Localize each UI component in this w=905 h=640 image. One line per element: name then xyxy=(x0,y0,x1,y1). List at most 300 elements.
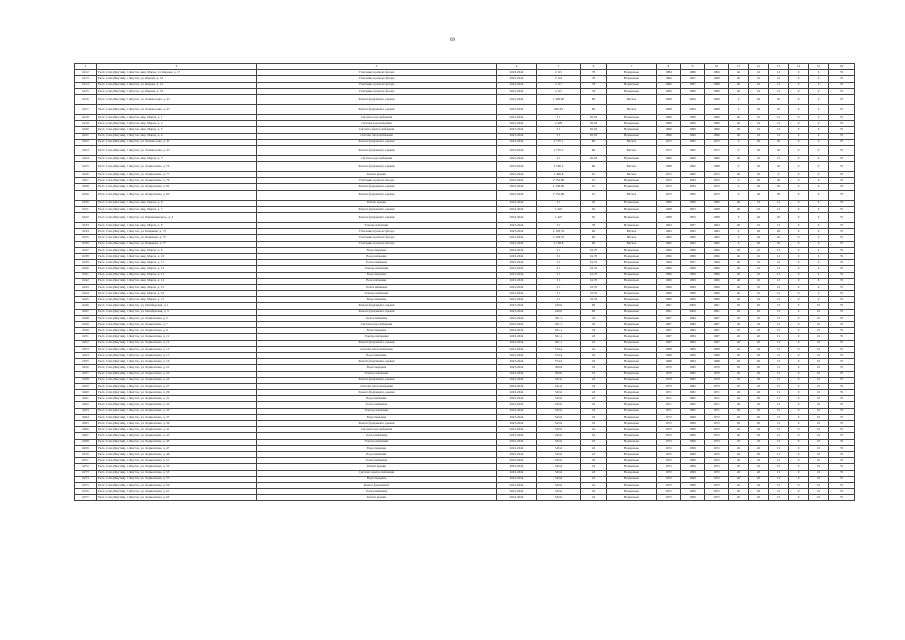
cell-u1: 60 xyxy=(581,241,607,247)
cell-y3: 1970 xyxy=(705,383,729,389)
cell-a: 20 xyxy=(729,427,749,433)
column-number-cell: 2 xyxy=(97,64,257,70)
cell-work: Утепление и ремонт фасада xyxy=(257,241,497,247)
cell-c: 15 xyxy=(769,439,789,445)
cell-n: 6233 xyxy=(75,223,97,229)
table-row xyxy=(75,145,855,155)
cell-c: 20 xyxy=(769,94,789,104)
cell-y2: 1999 xyxy=(681,470,705,476)
cell-addr: Респ. Саха (Якутия), г. Якутск, ул. Лермонтова, д. 19 xyxy=(97,359,257,365)
cell-y3: 1971 xyxy=(705,390,729,396)
cell-f: 70 xyxy=(829,247,855,253)
cell-f: 70 xyxy=(829,322,855,328)
cell-y3: 1996 xyxy=(705,127,729,133)
cell-work: Ремонт фундамента, крыши xyxy=(257,94,497,104)
cell-addr: Респ. Саха (Якутия), г. Якутск, мкр. Марха, д. 15 xyxy=(97,284,257,290)
cell-area: 3 1 xyxy=(537,253,581,259)
cell-area: 3 1 xyxy=(537,155,581,161)
cell-e: 10 xyxy=(809,464,829,470)
cell-e: 10 xyxy=(809,365,829,371)
cell-e: 10 xyxy=(809,414,829,420)
cell-y1: 1996 xyxy=(657,121,681,127)
cell-y1: 1991 xyxy=(657,309,681,315)
cell-work: Ремонт фундамента, крыши xyxy=(257,421,497,427)
cell-c: 15 xyxy=(769,352,789,358)
cell-n: 6246 xyxy=(75,303,97,309)
cell-u1: 16,70 xyxy=(581,260,607,266)
cell-n: 6235 xyxy=(75,235,97,241)
cell-c: 12 xyxy=(769,155,789,161)
cell-b: 20 xyxy=(749,451,769,457)
cell-y2: 1999 xyxy=(681,133,705,139)
cell-a: 20 xyxy=(729,383,749,389)
cell-a: 0 xyxy=(729,139,749,145)
cell-work: Ремонт крыши xyxy=(257,172,497,178)
cell-y3: 1996 xyxy=(705,291,729,297)
cell-n: 6259 xyxy=(75,383,97,389)
cell-a: 40 xyxy=(729,260,749,266)
cell-u1: 65,03 xyxy=(581,114,607,120)
cell-addr: Респ. Саха (Якутия), г. Якутск, ул. Лермонтова, д. 57 xyxy=(97,476,257,482)
cell-a: 0 xyxy=(729,190,749,200)
cell-c: 15 xyxy=(769,458,789,464)
cell-b: 40 xyxy=(749,213,769,223)
cell-period: 2023-2024 xyxy=(497,284,537,290)
cell-f: 70 xyxy=(829,346,855,352)
cell-a: 20 xyxy=(729,445,749,451)
cell-u1: 43 xyxy=(581,377,607,383)
cell-period: 2023-2024 xyxy=(497,346,537,352)
cell-y1: 1968 xyxy=(657,359,681,365)
cell-addr: Респ. Саха (Якутия), г. Якутск, ул. Лермонтова, д. 9 xyxy=(97,328,257,334)
cell-area: 506,8 xyxy=(537,371,581,377)
cell-area: 3 1 xyxy=(537,272,581,278)
cell-area: 545,6 xyxy=(537,396,581,402)
cell-y2: 1999 xyxy=(681,464,705,470)
cell-n: 6220 xyxy=(75,127,97,133)
cell-e: 6 xyxy=(809,155,829,161)
cell-a: 0 xyxy=(729,104,749,114)
cell-e: 10 xyxy=(809,433,829,439)
cell-n: 6225 xyxy=(75,162,97,172)
cell-period: 2023-2024 xyxy=(497,247,537,253)
cell-y3: 1996 xyxy=(705,278,729,284)
cell-y1: 1962 xyxy=(657,229,681,235)
cell-y2: 1984 xyxy=(681,352,705,358)
cell-a: 40 xyxy=(729,114,749,120)
cell-y3: 1967 xyxy=(705,315,729,321)
cell-f: 70 xyxy=(829,272,855,278)
cell-d: 0 xyxy=(789,451,809,457)
cell-y1: 1996 xyxy=(657,82,681,88)
cell-f: 70 xyxy=(829,315,855,321)
cell-c: 15 xyxy=(769,340,789,346)
cell-y1: 1996 xyxy=(657,278,681,284)
cell-b: 20 xyxy=(749,414,769,420)
cell-addr: Респ. Саха (Якутия), г. Якутск, ул. Лермонтова, д. 37 xyxy=(97,414,257,420)
column-number-cell: 16 xyxy=(829,64,855,70)
cell-area: 2 180,5 xyxy=(537,162,581,172)
cell-c: 12 xyxy=(769,121,789,127)
cell-c: 20 xyxy=(769,229,789,235)
cell-u1: 61 xyxy=(581,184,607,190)
cell-a: 40 xyxy=(729,284,749,290)
cell-a: 20 xyxy=(729,495,749,501)
cell-d: 0 xyxy=(789,82,809,88)
cell-d: 0 xyxy=(789,427,809,433)
cell-period: 2023-2024 xyxy=(497,162,537,172)
cell-b: 40 xyxy=(749,178,769,184)
cell-y2: 1982 xyxy=(681,396,705,402)
cell-a: 20 xyxy=(729,476,749,482)
cell-n: 6271 xyxy=(75,458,97,464)
cell-cond: Нормально xyxy=(607,495,657,501)
cell-addr: Респ. Саха (Якутия), г. Якутск, ул. Лермонтова, д. 39 xyxy=(97,421,257,427)
cell-y1: 1996 xyxy=(657,266,681,272)
cell-period: 2023-2024 xyxy=(497,445,537,451)
cell-c: 20 xyxy=(769,145,789,155)
cell-y3: 1967 xyxy=(705,328,729,334)
cell-b: 20 xyxy=(749,421,769,427)
cell-u1: 43 xyxy=(581,445,607,451)
cell-f: 70 xyxy=(829,371,855,377)
cell-f: 70 xyxy=(829,414,855,420)
cell-a: 0 xyxy=(729,229,749,235)
cell-cond: Нормально xyxy=(607,359,657,365)
cell-u1: 43 xyxy=(581,421,607,427)
cell-n: 6274 xyxy=(75,476,97,482)
cell-area: 545,6 xyxy=(537,470,581,476)
cell-cond: Нормально xyxy=(607,213,657,223)
cell-f: 70 xyxy=(829,303,855,309)
cell-e: 10 xyxy=(809,371,829,377)
cell-area: 574,4 xyxy=(537,359,581,365)
cell-n: 6262 xyxy=(75,402,97,408)
cell-c: 12 xyxy=(769,70,789,76)
cell-f: 70 xyxy=(829,451,855,457)
cell-a: 20 xyxy=(729,352,749,358)
cell-f: 70 xyxy=(829,266,855,272)
cell-y2: 1999 xyxy=(681,278,705,284)
cell-c: 20 xyxy=(769,235,789,241)
cell-y2: 1999 xyxy=(681,489,705,495)
cell-b: 16 xyxy=(749,284,769,290)
cell-addr: Респ. Саха (Якутия), г. Якутск, мкр. Марха, д. 10 xyxy=(97,253,257,259)
cell-b: 16 xyxy=(749,278,769,284)
cell-f: 70 xyxy=(829,241,855,247)
column-number-cell: 7 xyxy=(607,64,657,70)
cell-d: 0 xyxy=(789,445,809,451)
cell-u1: 43 xyxy=(581,495,607,501)
cell-period: 2023-2024 xyxy=(497,439,537,445)
cell-y3: 1967 xyxy=(705,322,729,328)
cell-cond: Нормально xyxy=(607,223,657,229)
cell-c: 15 xyxy=(769,489,789,495)
cell-b: 16 xyxy=(749,127,769,133)
cell-period: 2023-2024 xyxy=(497,94,537,104)
cell-cond: Нормально xyxy=(607,458,657,464)
cell-a: 0 xyxy=(729,145,749,155)
cell-cond: Нормально xyxy=(607,433,657,439)
cell-d: 0 xyxy=(789,139,809,145)
cell-e: 6 xyxy=(809,297,829,303)
cell-y3: 1972 xyxy=(705,433,729,439)
cell-d: 0 xyxy=(789,433,809,439)
cell-period: 2023-2024 xyxy=(497,155,537,161)
cell-addr: Респ. Саха (Якутия), г. Якутск, ул. Лермонтова, д. 29 xyxy=(97,390,257,396)
cell-a: 20 xyxy=(729,458,749,464)
cell-y3: 1962 xyxy=(705,229,729,235)
cell-f: 70 xyxy=(829,121,855,127)
cell-period: 2023-2024 xyxy=(497,206,537,212)
cell-area: 545,6 xyxy=(537,458,581,464)
cell-cond: Нормально xyxy=(607,247,657,253)
cell-b: 16 xyxy=(749,76,769,82)
cell-b: 20 xyxy=(749,445,769,451)
cell-y1: 1972 xyxy=(657,458,681,464)
cell-cond: Нормально xyxy=(607,346,657,352)
cell-cond: Нормально xyxy=(607,127,657,133)
cell-b: 16 xyxy=(749,88,769,94)
cell-c: 12 xyxy=(769,206,789,212)
cell-y1: 1972 xyxy=(657,172,681,178)
cell-cond: Нормально xyxy=(607,70,657,76)
column-number-cell: 9 xyxy=(681,64,705,70)
cell-cond: Нормально xyxy=(607,88,657,94)
cell-e: 6 xyxy=(809,213,829,223)
cell-work: Утепление и ремонт фасада xyxy=(257,229,497,235)
cell-d: 0 xyxy=(789,223,809,229)
cell-addr: Респ. Саха (Якутия), г. Якутск, ул. Кирова, д. 21 xyxy=(97,82,257,88)
cell-c: 20 xyxy=(769,162,789,172)
cell-e: 10 xyxy=(809,352,829,358)
cell-c: 0 xyxy=(769,172,789,178)
cell-y1: 1996 xyxy=(657,297,681,303)
cell-d: 0 xyxy=(789,284,809,290)
cell-y2: 1992 xyxy=(681,162,705,172)
cell-a: 20 xyxy=(729,482,749,488)
cell-n: 6260 xyxy=(75,390,97,396)
cell-addr: Респ. Саха (Якутия), г. Якутск, ул. Лермонтова, д. 21 xyxy=(97,365,257,371)
cell-c: 12 xyxy=(769,278,789,284)
cell-n: 6276 xyxy=(75,489,97,495)
cell-y2: 1984 xyxy=(681,322,705,328)
cell-d: 0 xyxy=(789,70,809,76)
cell-y3: 1967 xyxy=(705,340,729,346)
cell-c: 15 xyxy=(769,377,789,383)
cell-period: 2023-2024 xyxy=(497,253,537,259)
cell-work: Водоотведение xyxy=(257,414,497,420)
cell-addr: Респ. Саха (Якутия), г. Якутск, ул. Лермонтова, д. 77 xyxy=(97,172,257,178)
cell-c: 15 xyxy=(769,390,789,396)
cell-period: 2023-2024 xyxy=(497,421,537,427)
cell-d: 0 xyxy=(789,241,809,247)
cell-area: 3 1 xyxy=(537,223,581,229)
cell-period: 2023-2024 xyxy=(497,82,537,88)
cell-d: 0 xyxy=(789,272,809,278)
cell-d: 0 xyxy=(789,190,809,200)
cell-y3: 1972 xyxy=(705,178,729,184)
cell-cond: Нормально xyxy=(607,284,657,290)
cell-period: 2023-2024 xyxy=(497,328,537,334)
cell-addr: Респ. Саха (Якутия), г. Якутск, мкр. Марха, ул. Кирова, д. 17 xyxy=(97,70,257,76)
cell-c: 20 xyxy=(769,139,789,145)
cell-b: 16 xyxy=(749,70,769,76)
cell-y3: 1972 xyxy=(705,172,729,178)
cell-f: 70 xyxy=(829,396,855,402)
cell-a: 20 xyxy=(729,464,749,470)
cell-n: 6269 xyxy=(75,445,97,451)
cell-period: 2023-2024 xyxy=(497,458,537,464)
cell-u1: 43 xyxy=(581,322,607,328)
cell-f: 70 xyxy=(829,377,855,383)
cell-n: 6236 xyxy=(75,241,97,247)
cell-cond: Нормально xyxy=(607,340,657,346)
cell-y1: 1968 xyxy=(657,352,681,358)
cell-f: 70 xyxy=(829,260,855,266)
cell-y2: 1992 xyxy=(681,229,705,235)
cell-n: 6273 xyxy=(75,470,97,476)
cell-n: 6221 xyxy=(75,133,97,139)
cell-u1: 43 xyxy=(581,408,607,414)
cell-period: 2023-2024 xyxy=(497,464,537,470)
cell-u1: 69 xyxy=(581,309,607,315)
cell-e: 10 xyxy=(809,439,829,445)
cell-b: 20 xyxy=(749,482,769,488)
cell-b: 20 xyxy=(749,371,769,377)
cell-d: 0 xyxy=(789,390,809,396)
cell-f: 70 xyxy=(829,139,855,145)
cell-addr: Респ. Саха (Якутия), г. Якутск, ул. Лермонтова, д. 7 xyxy=(97,322,257,328)
cell-n: 6270 xyxy=(75,451,97,457)
cell-b: 40 xyxy=(749,94,769,104)
cell-work: Водоснабжение xyxy=(257,352,497,358)
cell-f: 70 xyxy=(829,88,855,94)
cell-b: 40 xyxy=(749,190,769,200)
cell-e: 6 xyxy=(809,229,829,235)
cell-y1: 1968 xyxy=(657,346,681,352)
cell-cond: Нормально xyxy=(607,489,657,495)
cell-y3: 1991 xyxy=(705,303,729,309)
cell-y1: 1984 xyxy=(657,88,681,94)
cell-e: 10 xyxy=(809,383,829,389)
cell-y3: 1996 xyxy=(705,133,729,139)
cell-cond: Нормально xyxy=(607,408,657,414)
cell-f: 70 xyxy=(829,162,855,172)
cell-y1: 1972 xyxy=(657,476,681,482)
cell-cond: Нормально xyxy=(607,383,657,389)
cell-a: 40 xyxy=(729,88,749,94)
cell-u1: 16,70 xyxy=(581,253,607,259)
cell-cond: Нормально xyxy=(607,414,657,420)
cell-y3: 1972 xyxy=(705,145,729,155)
cell-u1: 61 xyxy=(581,172,607,178)
cell-y3: 1962 xyxy=(705,235,729,241)
cell-b: 16 xyxy=(749,266,769,272)
cell-a: 20 xyxy=(729,451,749,457)
cell-cond: Нормально xyxy=(607,200,657,206)
cell-b: 16 xyxy=(749,297,769,303)
cell-b: 20 xyxy=(749,433,769,439)
cell-cond: Нормально xyxy=(607,476,657,482)
cell-addr: Респ. Саха (Якутия), г. Якутск, ул. Кирова, д. 23 xyxy=(97,88,257,94)
cell-y2: 1999 xyxy=(681,127,705,133)
cell-y2: 1993 xyxy=(681,206,705,212)
cell-y3: 1996 xyxy=(705,88,729,94)
cell-c: 15 xyxy=(769,303,789,309)
cell-n: 6256 xyxy=(75,365,97,371)
cell-n: 6224 xyxy=(75,155,97,161)
cell-period: 2023-2024 xyxy=(497,88,537,94)
cell-a: 20 xyxy=(729,414,749,420)
cell-n: 6250 xyxy=(75,328,97,334)
cell-y3: 1996 xyxy=(705,200,729,206)
cell-area: 545,6 xyxy=(537,439,581,445)
cell-c: 15 xyxy=(769,334,789,340)
cell-d: 0 xyxy=(789,414,809,420)
cell-addr: Респ. Саха (Якутия), г. Якутск, ул. Лермонтова, д. 59 xyxy=(97,482,257,488)
cell-area: 545,6 xyxy=(537,408,581,414)
cell-u1: 43 xyxy=(581,390,607,396)
cell-f: 70 xyxy=(829,114,855,120)
cell-y1: 1996 xyxy=(657,284,681,290)
cell-u1: 43 xyxy=(581,464,607,470)
cell-e: 10 xyxy=(809,315,829,321)
cell-period: 2023-2024 xyxy=(497,266,537,272)
cell-a: 20 xyxy=(729,346,749,352)
cell-e: 10 xyxy=(809,396,829,402)
cell-y1: 1994 xyxy=(657,260,681,266)
cell-cond: Нормально xyxy=(607,114,657,120)
cell-work: Водоотведение xyxy=(257,247,497,253)
cell-a: 40 xyxy=(729,247,749,253)
cell-f: 70 xyxy=(829,495,855,501)
cell-n: 6255 xyxy=(75,359,97,365)
cell-y1: 1970 xyxy=(657,383,681,389)
cell-d: 0 xyxy=(789,359,809,365)
cell-work: Электроснабжение xyxy=(257,439,497,445)
cell-y2: 1992 xyxy=(681,235,705,241)
cell-c: 12 xyxy=(769,253,789,259)
cell-u1: 78 xyxy=(581,88,607,94)
cell-e: 6 xyxy=(809,82,829,88)
cell-y1: 1972 xyxy=(657,489,681,495)
cell-f: 70 xyxy=(829,94,855,104)
cell-f: 70 xyxy=(829,458,855,464)
cell-cond: Ветхое xyxy=(607,235,657,241)
cell-b: 16 xyxy=(749,253,769,259)
cell-n: 6223 xyxy=(75,145,97,155)
cell-y2: 1984 xyxy=(681,359,705,365)
table-row xyxy=(75,213,855,223)
cell-e: 10 xyxy=(809,322,829,328)
cell-a: 0 xyxy=(729,184,749,190)
cell-period: 2023-2024 xyxy=(497,200,537,206)
cell-y1: 1971 xyxy=(657,396,681,402)
cell-period: 2023-2024 xyxy=(497,223,537,229)
cell-e: 10 xyxy=(809,346,829,352)
cell-y3: 1972 xyxy=(705,421,729,427)
cell-y2: 1999 xyxy=(681,495,705,501)
cell-u1: 78 xyxy=(581,76,607,82)
cell-cond: Нормально xyxy=(607,155,657,161)
cell-n: 6244 xyxy=(75,291,97,297)
cell-y2: 1999 xyxy=(681,476,705,482)
cell-work: Ремонт фундамента, крыши xyxy=(257,139,497,145)
cell-e: 10 xyxy=(809,334,829,340)
cell-a: 20 xyxy=(729,303,749,309)
cell-y2: 2004 xyxy=(681,104,705,114)
